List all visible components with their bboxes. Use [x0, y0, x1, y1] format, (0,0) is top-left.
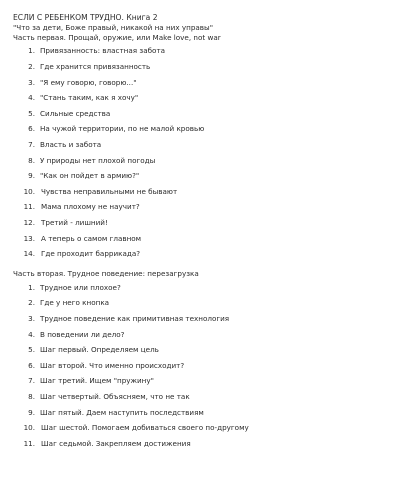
list-item — [13, 169, 400, 185]
item-number: 4. — [28, 329, 35, 339]
book-subtitle: "Что за дети, Боже правый, никакой на них управы" — [13, 23, 214, 32]
item-number: 5. — [28, 345, 35, 355]
part-one-title: Часть первая. Прощай, оружие, или Make love, not war — [13, 33, 221, 42]
list-item — [13, 44, 400, 60]
item-number: 9. — [28, 407, 35, 417]
list-item — [13, 153, 400, 169]
item-label: В поведении ли дело? — [40, 329, 125, 339]
item-label: Шаг первый. Определяем цель — [40, 345, 159, 355]
item-number: 6. — [28, 360, 35, 370]
item-label: Третий - лишний! — [41, 218, 108, 227]
item-label: Где хранится привязанность — [40, 62, 151, 72]
item-number: 8. — [28, 155, 35, 165]
item-number: 2. — [28, 62, 35, 72]
item-number: 2. — [28, 298, 35, 308]
item-label: На чужой территории, по не малой кровью — [40, 124, 205, 134]
item-label: Трудное или плохое? — [40, 282, 121, 292]
list-item — [13, 75, 400, 91]
list-item — [13, 343, 400, 359]
item-number: 5. — [28, 108, 35, 118]
list-item — [13, 405, 400, 421]
part-two-list — [13, 280, 400, 452]
item-label: Шаг четвертый. Объясняем, что не так — [40, 391, 190, 401]
item-label: Мама плохому не научит? — [41, 202, 140, 212]
item-label: Шаг пятый. Даем наступить последствиям — [40, 407, 204, 417]
list-item — [13, 106, 400, 122]
item-label: Шаг третий. Ищем "пружину" — [40, 376, 154, 386]
item-number: 4. — [28, 93, 35, 103]
item-label: Привязанность: властная забота — [40, 46, 166, 56]
item-number: 10. — [23, 423, 35, 433]
part-one-list — [13, 44, 400, 262]
item-number: 1. — [28, 46, 35, 56]
item-number: 6. — [28, 124, 35, 134]
list-item — [13, 60, 400, 76]
list-item — [13, 421, 400, 437]
item-label: Шаг седьмой. Закрепляем достижения — [41, 438, 191, 448]
item-number: 10. — [23, 186, 35, 196]
item-label: У природы нет плохой погоды — [40, 155, 156, 165]
item-label: "Я ему говорю, говорю..." — [40, 77, 137, 87]
list-item — [13, 216, 400, 232]
item-number: 7. — [28, 376, 35, 386]
item-label: Сильные средства — [40, 108, 111, 118]
item-label: "Стань таким, как я хочу" — [40, 93, 139, 103]
item-label: Трудное поведение как примитивная технология — [40, 313, 230, 323]
list-item — [13, 280, 400, 296]
item-number: 12. — [23, 218, 35, 227]
item-label: Власть и забота — [40, 140, 102, 150]
item-number: 11. — [23, 202, 35, 212]
list-item — [13, 327, 400, 343]
item-label: Шаг шестой. Помогаем добиваться своего по-другому — [41, 423, 249, 433]
item-number: 1. — [28, 282, 35, 292]
list-item — [13, 247, 400, 263]
list-item — [13, 436, 400, 452]
list-item — [13, 91, 400, 107]
item-label: Где у него кнопка — [40, 298, 110, 308]
item-label: Чувства неправильными не бывают — [41, 186, 178, 196]
item-number: 11. — [23, 438, 35, 448]
list-item — [13, 296, 400, 312]
list-item — [13, 200, 400, 216]
item-number: 8. — [28, 391, 35, 401]
list-item — [13, 231, 400, 247]
item-number: 7. — [28, 140, 35, 150]
item-label: "Как он пойдет в армию?" — [40, 171, 140, 181]
item-label: Где проходит баррикада? — [41, 249, 141, 259]
item-number: 14. — [23, 249, 35, 259]
item-number: 13. — [23, 233, 35, 243]
item-number: 3. — [28, 313, 35, 323]
item-number: 9. — [28, 171, 35, 181]
list-item — [13, 374, 400, 390]
list-item — [13, 122, 400, 138]
book-title: ЕСЛИ С РЕБЕНКОМ ТРУДНО. Книга 2 — [13, 13, 158, 22]
list-item — [13, 389, 400, 405]
item-label: Шаг второй. Что именно происходит? — [40, 360, 185, 370]
part-two-title: Часть вторая. Трудное поведение: перезагрузка — [13, 269, 199, 279]
item-label: А теперь о самом главном — [41, 233, 142, 243]
list-item — [13, 358, 400, 374]
list-item — [13, 138, 400, 154]
item-number: 3. — [28, 77, 35, 87]
list-item — [13, 184, 400, 200]
list-item — [13, 312, 400, 328]
